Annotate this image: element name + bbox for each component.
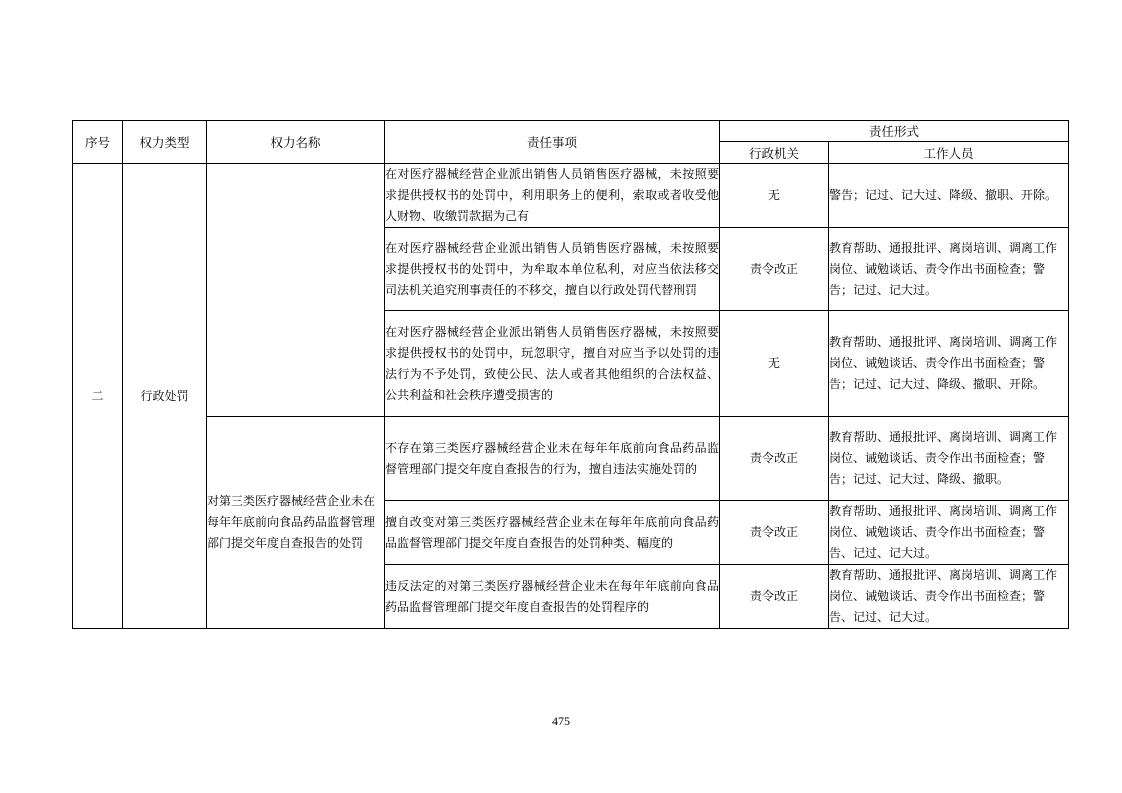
staff-measure-cell: 警告；记过、记大过、降级、撤职、开除。 bbox=[829, 164, 1069, 228]
table-row bbox=[73, 417, 1069, 501]
header-admin-org: 行政机关 bbox=[720, 142, 829, 164]
header-power-type: 权力类型 bbox=[123, 121, 207, 164]
header-staff: 工作人员 bbox=[829, 142, 1069, 164]
duty-item-cell: 在对医疗器械经营企业派出销售人员销售医疗器械，未按照要求提供授权书的处罚中，为牟取本单位私利，对应当依法移交司法机关追究刑事责任的不移交，擅自以行政处罚代替刑罚 bbox=[385, 228, 720, 311]
duty-item-cell: 违反法定的对第三类医疗器械经营企业未在每年年底前向食品药品监督管理部门提交年度自查报告的处罚程序的 bbox=[385, 565, 720, 629]
admin-measure-cell: 无 bbox=[720, 164, 829, 228]
power-name-cell-empty bbox=[207, 164, 385, 417]
admin-measure-cell: 责令改正 bbox=[720, 228, 829, 311]
header-power-name: 权力名称 bbox=[207, 121, 385, 164]
staff-measure-cell: 教育帮助、通报批评、离岗培训、调离工作岗位、诫勉谈话、责令作出书面检查；警告、记过、记大过。 bbox=[829, 565, 1069, 629]
header-seq: 序号 bbox=[73, 121, 123, 164]
duty-item-cell: 不存在第三类医疗器械经营企业未在每年年底前向食品药品监督管理部门提交年度自查报告的行为，擅自违法实施处罚的 bbox=[385, 417, 720, 501]
page-number: 475 bbox=[552, 714, 570, 728]
power-type-cell: 行政处罚 bbox=[123, 164, 207, 629]
duty-item-cell: 在对医疗器械经营企业派出销售人员销售医疗器械，未按照要求提供授权书的处罚中，利用职务上的便利，索取或者收受他人财物、收缴罚款据为己有 bbox=[385, 164, 720, 228]
admin-measure-cell: 无 bbox=[720, 311, 829, 417]
admin-measure-cell: 责令改正 bbox=[720, 417, 829, 501]
staff-measure-cell: 教育帮助、通报批评、离岗培训、调离工作岗位、诫勉谈话、责令作出书面检查；警告；记过、记大过。 bbox=[829, 228, 1069, 311]
header-duty-item: 责任事项 bbox=[385, 121, 720, 164]
header-duty-form: 责任形式 bbox=[720, 121, 1069, 142]
staff-measure-cell: 教育帮助、通报批评、离岗培训、调离工作岗位、诫勉谈话、责令作出书面检查；警告；记过、记大过、降级、撤职、开除。 bbox=[829, 311, 1069, 417]
duty-item-cell: 在对医疗器械经营企业派出销售人员销售医疗器械，未按照要求提供授权书的处罚中，玩忽职守，擅自对应当予以处罚的违法行为不予处罚，致使公民、法人或者其他组织的合法权益、公共利益和社会秩序遭受损害的 bbox=[385, 311, 720, 417]
admin-measure-cell: 责令改正 bbox=[720, 565, 829, 629]
staff-measure-cell: 教育帮助、通报批评、离岗培训、调离工作岗位、诫勉谈话、责令作出书面检查；警告、记过、记大过。 bbox=[829, 501, 1069, 565]
power-name-cell: 对第三类医疗器械经营企业未在每年年底前向食品药品监督管理部门提交年度自查报告的处罚 bbox=[207, 417, 385, 629]
staff-measure-cell: 教育帮助、通报批评、离岗培训、调离工作岗位、诫勉谈话、责令作出书面检查；警告；记过、记大过、降级、撤职。 bbox=[829, 417, 1069, 501]
admin-measure-cell: 责令改正 bbox=[720, 501, 829, 565]
seq-cell: 二 bbox=[73, 164, 123, 629]
responsibility-table bbox=[72, 120, 1069, 629]
duty-item-cell: 擅自改变对第三类医疗器械经营企业未在每年年底前向食品药品监督管理部门提交年度自查报告的处罚种类、幅度的 bbox=[385, 501, 720, 565]
table-row bbox=[73, 164, 1069, 228]
